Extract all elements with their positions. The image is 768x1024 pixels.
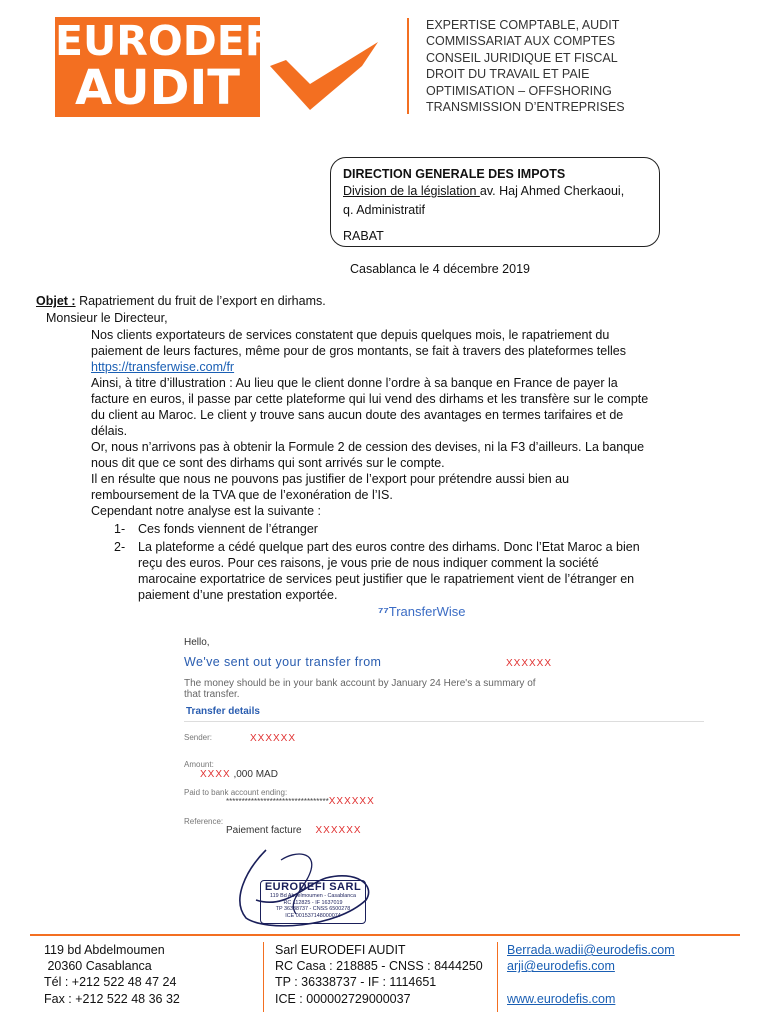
transferwise-logo-icon: ⁷⁷ — [378, 604, 389, 619]
email-link-arji[interactable]: arji@eurodefis.com — [507, 959, 615, 974]
recipient-line2 — [343, 184, 624, 198]
subject-label: Objet : — [36, 294, 76, 308]
tw-reference — [226, 825, 362, 836]
transferwise-link[interactable]: https://transferwise.com/fr — [91, 360, 235, 374]
service-item: CONSEIL JURIDIQUE ET FISCAL — [426, 50, 618, 65]
tw-divider — [184, 721, 704, 722]
text-line: reçu des euros. Pour ces raisons, je vous prie de nous indiquer comment la société — [138, 556, 599, 570]
footer-line: 20360 Casablanca — [44, 959, 152, 974]
tw-section-title: Transfer details — [186, 706, 260, 717]
email-link-berrada[interactable]: Berrada.wadii@eurodefis.com — [507, 943, 675, 957]
tw-masked-sender: XXXXXX — [506, 658, 553, 669]
list-item-number: 1- — [114, 522, 126, 536]
paragraph-1 — [91, 327, 648, 519]
service-item: DROIT DU TRAVAIL ET PAIE — [426, 67, 590, 82]
footer-contacts — [507, 942, 675, 1007]
checkmark-icon — [266, 40, 386, 112]
tw-account-stars: ********************************* — [226, 797, 329, 806]
salutation: Monsieur le Directeur, — [46, 311, 168, 325]
text-line: paiement d’une prestation exportée. — [138, 588, 338, 602]
text-line: du client au Maroc. Le client y trouve sans aucun doute des avantages en termes tarifaires et de — [91, 408, 624, 422]
recipient-line3: q. Administratif — [343, 203, 425, 217]
tw-reference-label: Reference: — [184, 817, 224, 826]
stamp-line: 119 Bd Abdelmoumen - Casablanca — [270, 893, 356, 899]
text-line: Ainsi, à titre d’illustration : Au lieu que le client donne l’ordre à sa banque en France de payer la — [91, 376, 618, 390]
footer-line: 119 bd Abdelmoumen — [44, 943, 165, 957]
date-line: Casablanca le 4 décembre 2019 — [350, 262, 530, 276]
tw-reference-masked: XXXXXX — [315, 825, 362, 836]
footer-line: Sarl EURODEFI AUDIT — [275, 943, 406, 957]
list-item: Ces fonds viennent de l’étranger — [138, 522, 318, 536]
text-line: marocaine exportatrice de services peut justifier que le rapatriement vient de l’étranger en — [138, 572, 635, 586]
subject-line — [36, 293, 326, 309]
tw-account-label: Paid to bank account ending: — [184, 788, 288, 797]
list-item-number: 2- — [114, 540, 126, 554]
tw-summary — [184, 678, 536, 700]
recipient-city: RABAT — [343, 229, 384, 243]
footer-spacer — [507, 974, 675, 990]
footer-line: Fax : +212 522 48 36 32 — [44, 991, 180, 1006]
header-divider — [407, 18, 409, 114]
text-line: The money should be in your bank account by January 24 Here's a summary of — [184, 678, 536, 689]
text-line: La plateforme a cédé quelque part des euros contre des dirhams. Donc l’Etat Maroc a bien — [138, 540, 640, 554]
footer-address — [44, 942, 180, 1007]
tw-amount — [200, 769, 278, 780]
footer-separator — [497, 942, 498, 1012]
company-stamp — [260, 880, 366, 924]
tw-amount-value: ,000 MAD — [230, 769, 278, 780]
text-line: paiement de leurs factures, même pour de gros montants, se fait à travers des plateformes telles — [91, 344, 626, 358]
list-item — [138, 539, 640, 603]
tw-hello: Hello, — [184, 637, 210, 648]
services-list — [426, 17, 625, 115]
tw-account-masked: XXXXXX — [328, 796, 375, 807]
service-item: EXPERTISE COMPTABLE, AUDIT — [426, 18, 620, 32]
tw-amount-label: Amount: — [184, 760, 214, 769]
recipient-division: Division de la législation — [343, 184, 480, 198]
text-line: Il en résulte que nous ne pouvons pas justifier de l’export pour prétendre aussi bien au — [91, 472, 570, 486]
text-line: remboursement de la TVA que de l’exonération de l’IS. — [91, 488, 393, 502]
stamp-name: EURODEFI SARL — [264, 881, 362, 893]
footer-company — [275, 942, 483, 1007]
recipient-line1: DIRECTION GENERALE DES IMPOTS — [343, 167, 566, 181]
text-line: Or, nous n’arrivons pas à obtenir la Formule 2 de cession des devises, ni la F3 d’ailleurs. La banque — [91, 440, 645, 454]
text-line: délais. — [91, 424, 128, 438]
recipient-address: av. Haj Ahmed Cherkaoui, — [479, 184, 625, 198]
footer-separator — [263, 942, 264, 1012]
transferwise-brand — [378, 604, 466, 619]
text-line: Cependant notre analyse est la suivante : — [91, 504, 322, 518]
footer-line: RC Casa : 218885 - CNSS : 8444250 — [275, 959, 483, 974]
service-item: TRANSMISSION D’ENTREPRISES — [426, 100, 625, 115]
logo-text-eurodefi: EURODEFI — [55, 17, 289, 65]
text-line: Nos clients exportateurs de services constatent que depuis quelques mois, le rapatriement du — [91, 328, 610, 342]
text-line: facture en euros, il passe par cette plateforme qui lui vend des dirhams et les transfère sur le compte — [91, 392, 649, 406]
footer-line: Tél : +212 522 48 47 24 — [44, 975, 177, 990]
tw-reference-value: Paiement facture — [226, 825, 302, 836]
service-item: COMMISSARIAT AUX COMPTES — [426, 34, 616, 49]
service-item: OPTIMISATION – OFFSHORING — [426, 83, 612, 98]
tw-sender-label: Sender: — [184, 733, 213, 742]
text-line: that transfer. — [184, 689, 240, 700]
footer-divider — [30, 934, 740, 936]
footer-line: TP : 36338737 - IF : 1114651 — [275, 975, 437, 990]
website-link[interactable]: www.eurodefis.com — [507, 991, 616, 1006]
text-line: nous dit que ce sont des dirhams qui sont arrivés sur le compte. — [91, 456, 445, 470]
tw-amount-masked: XXXX — [200, 769, 231, 780]
footer-line: ICE : 000002729000037 — [275, 991, 411, 1006]
tw-headline: We've sent out your transfer from — [184, 655, 382, 669]
transferwise-brand-text: TransferWise — [388, 604, 466, 619]
stamp-line: TP 36338737 - CNSS 6500278 — [275, 906, 351, 913]
tw-sender-value: XXXXXX — [250, 733, 297, 744]
tw-account-value — [226, 796, 375, 807]
stamp-line: RC 112825 - IF 1637019 — [283, 899, 343, 906]
logo-text-audit: AUDIT — [74, 60, 241, 116]
stamp-line: ICE 001537148000074 — [285, 912, 341, 919]
subject-text: Rapatriement du fruit de l’export en dirhams. — [75, 294, 326, 308]
